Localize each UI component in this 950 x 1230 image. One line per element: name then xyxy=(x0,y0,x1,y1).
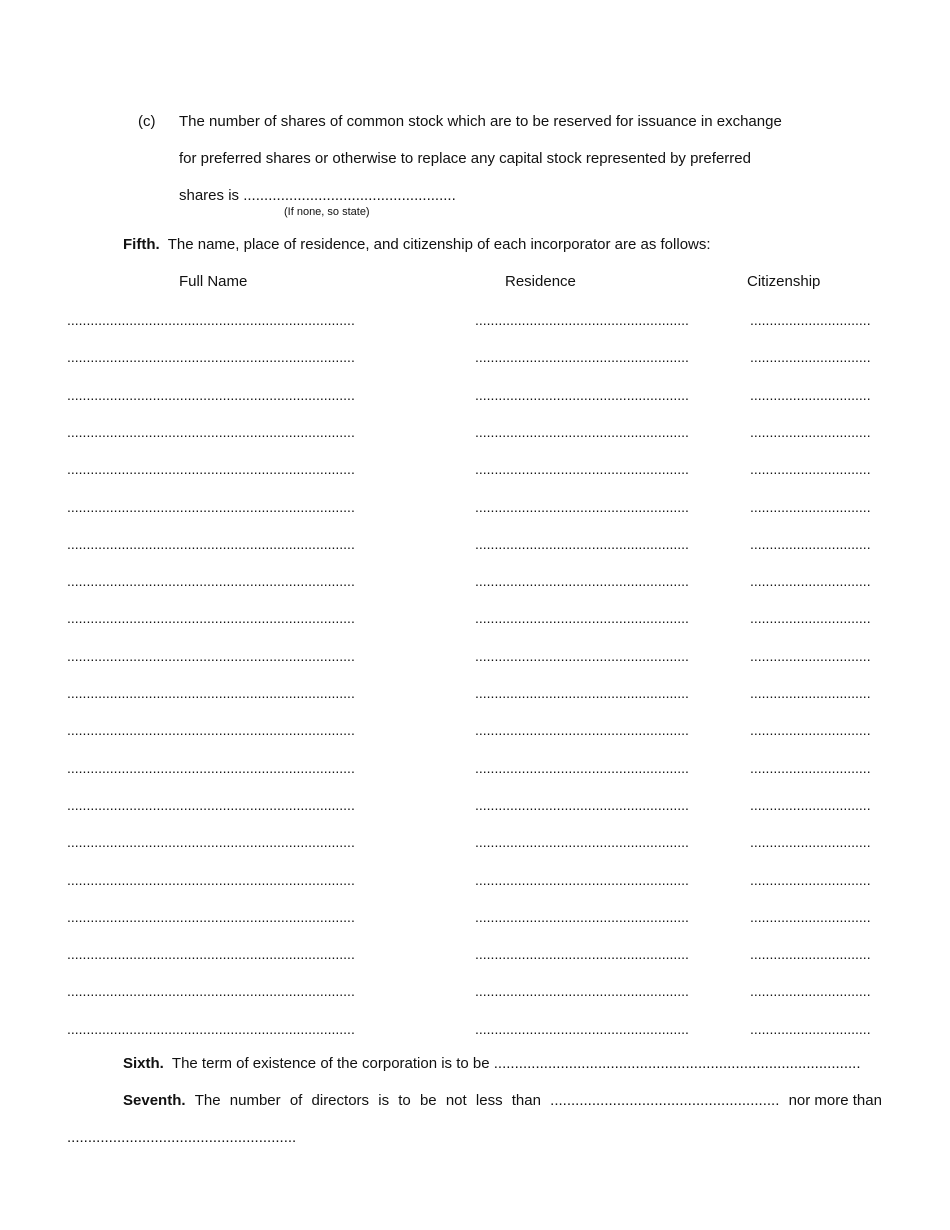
row-residence-blank[interactable]: ....................................................... xyxy=(475,312,689,328)
seventh-word: less xyxy=(475,1092,503,1109)
row-citizenship-blank[interactable]: ............................... xyxy=(750,797,871,813)
row-full-name-blank[interactable]: .......................................................................... xyxy=(67,909,355,925)
row-citizenship-blank[interactable]: ............................... xyxy=(750,685,871,701)
row-citizenship-blank[interactable]: ............................... xyxy=(750,610,871,626)
row-citizenship-blank[interactable]: ............................... xyxy=(750,909,871,925)
row-residence-blank[interactable]: ....................................................... xyxy=(475,536,689,552)
row-full-name-blank[interactable]: .......................................................................... xyxy=(67,349,355,365)
fifth-paragraph xyxy=(123,236,711,254)
row-full-name-blank[interactable]: .......................................................................... xyxy=(67,312,355,328)
seventh-nor-more-than: nor more than xyxy=(788,1092,882,1109)
row-citizenship-blank[interactable]: ............................... xyxy=(750,834,871,850)
row-full-name-blank[interactable]: .......................................................................... xyxy=(67,461,355,477)
seventh-paragraph xyxy=(123,1092,882,1110)
sixth-paragraph xyxy=(123,1055,861,1073)
header-residence: Residence xyxy=(505,273,576,290)
row-citizenship-blank[interactable]: ............................... xyxy=(750,424,871,440)
row-residence-blank[interactable]: ....................................................... xyxy=(475,573,689,589)
row-full-name-blank[interactable]: .......................................................................... xyxy=(67,872,355,888)
row-citizenship-blank[interactable]: ............................... xyxy=(750,872,871,888)
term-of-existence-blank[interactable]: ........................................................................................ xyxy=(493,1055,861,1072)
row-full-name-blank[interactable]: .......................................................................... xyxy=(67,834,355,850)
row-residence-blank[interactable]: ....................................................... xyxy=(475,983,689,999)
seventh-word: be xyxy=(419,1092,437,1109)
row-full-name-blank[interactable]: .......................................................................... xyxy=(67,722,355,738)
row-citizenship-blank[interactable]: ............................... xyxy=(750,573,871,589)
row-full-name-blank[interactable]: .......................................................................... xyxy=(67,648,355,664)
row-citizenship-blank[interactable]: ............................... xyxy=(750,722,871,738)
row-full-name-blank[interactable]: .......................................................................... xyxy=(67,573,355,589)
row-citizenship-blank[interactable]: ............................... xyxy=(750,1021,871,1037)
clause-c-prefix: shares is xyxy=(179,187,240,204)
row-citizenship-blank[interactable]: ............................... xyxy=(750,648,871,664)
seventh-word: is xyxy=(378,1092,390,1109)
seventh-word: to xyxy=(398,1092,411,1109)
row-citizenship-blank[interactable]: ............................... xyxy=(750,499,871,515)
row-citizenship-blank[interactable]: ............................... xyxy=(750,349,871,365)
row-residence-blank[interactable]: ....................................................... xyxy=(475,760,689,776)
row-full-name-blank[interactable]: .......................................................................... xyxy=(67,424,355,440)
if-none-note: (If none, so state) xyxy=(284,206,370,218)
min-directors-blank[interactable]: ....................................................... xyxy=(550,1092,780,1109)
row-full-name-blank[interactable]: .......................................................................... xyxy=(67,983,355,999)
seventh-word: than xyxy=(511,1092,541,1109)
seventh-label: Seventh. xyxy=(123,1092,186,1109)
row-residence-blank[interactable]: ....................................................... xyxy=(475,387,689,403)
row-full-name-blank[interactable]: .......................................................................... xyxy=(67,1021,355,1037)
row-residence-blank[interactable]: ....................................................... xyxy=(475,610,689,626)
sixth-text: The term of existence of the corporation is to be xyxy=(171,1055,490,1072)
row-citizenship-blank[interactable]: ............................... xyxy=(750,461,871,477)
row-residence-blank[interactable]: ....................................................... xyxy=(475,499,689,515)
row-residence-blank[interactable]: ....................................................... xyxy=(475,461,689,477)
row-citizenship-blank[interactable]: ............................... xyxy=(750,536,871,552)
row-full-name-blank[interactable]: .......................................................................... xyxy=(67,760,355,776)
clause-c-label: (c) xyxy=(138,113,156,130)
row-full-name-blank[interactable]: .......................................................................... xyxy=(67,685,355,701)
row-residence-blank[interactable]: ....................................................... xyxy=(475,722,689,738)
seventh-word: The xyxy=(194,1092,221,1109)
seventh-word: directors xyxy=(311,1092,370,1109)
row-residence-blank[interactable]: ....................................................... xyxy=(475,685,689,701)
row-full-name-blank[interactable]: .......................................................................... xyxy=(67,499,355,515)
seventh-word: of xyxy=(289,1092,303,1109)
row-full-name-blank[interactable]: .......................................................................... xyxy=(67,946,355,962)
seventh-word: not xyxy=(445,1092,467,1109)
row-full-name-blank[interactable]: .......................................................................... xyxy=(67,536,355,552)
header-full-name: Full Name xyxy=(179,273,248,290)
row-citizenship-blank[interactable]: ............................... xyxy=(750,760,871,776)
seventh-word: number xyxy=(229,1092,281,1109)
max-directors-blank[interactable]: ....................................................... xyxy=(67,1129,297,1146)
row-citizenship-blank[interactable]: ............................... xyxy=(750,387,871,403)
clause-c-line-2: for preferred shares or otherwise to replace any capital stock represented by preferred xyxy=(179,150,751,167)
row-residence-blank[interactable]: ....................................................... xyxy=(475,797,689,813)
row-residence-blank[interactable]: ....................................................... xyxy=(475,349,689,365)
row-citizenship-blank[interactable]: ............................... xyxy=(750,312,871,328)
row-residence-blank[interactable]: ....................................................... xyxy=(475,834,689,850)
row-residence-blank[interactable]: ....................................................... xyxy=(475,909,689,925)
clause-c-line-3 xyxy=(179,187,456,205)
shares-reserved-blank[interactable]: ................................................... xyxy=(243,187,456,204)
clause-c-line-1: The number of shares of common stock which are to be reserved for issuance in exchange xyxy=(179,113,782,130)
row-residence-blank[interactable]: ....................................................... xyxy=(475,424,689,440)
row-citizenship-blank[interactable]: ............................... xyxy=(750,983,871,999)
row-residence-blank[interactable]: ....................................................... xyxy=(475,1021,689,1037)
fifth-text: The name, place of residence, and citizenship of each incorporator are as follows: xyxy=(167,236,711,253)
row-full-name-blank[interactable]: .......................................................................... xyxy=(67,797,355,813)
row-residence-blank[interactable]: ....................................................... xyxy=(475,872,689,888)
row-residence-blank[interactable]: ....................................................... xyxy=(475,946,689,962)
sixth-label: Sixth. xyxy=(123,1055,164,1072)
row-residence-blank[interactable]: ....................................................... xyxy=(475,648,689,664)
row-full-name-blank[interactable]: .......................................................................... xyxy=(67,610,355,626)
row-citizenship-blank[interactable]: ............................... xyxy=(750,946,871,962)
row-full-name-blank[interactable]: .......................................................................... xyxy=(67,387,355,403)
fifth-label: Fifth. xyxy=(123,236,160,253)
header-citizenship: Citizenship xyxy=(747,273,821,290)
